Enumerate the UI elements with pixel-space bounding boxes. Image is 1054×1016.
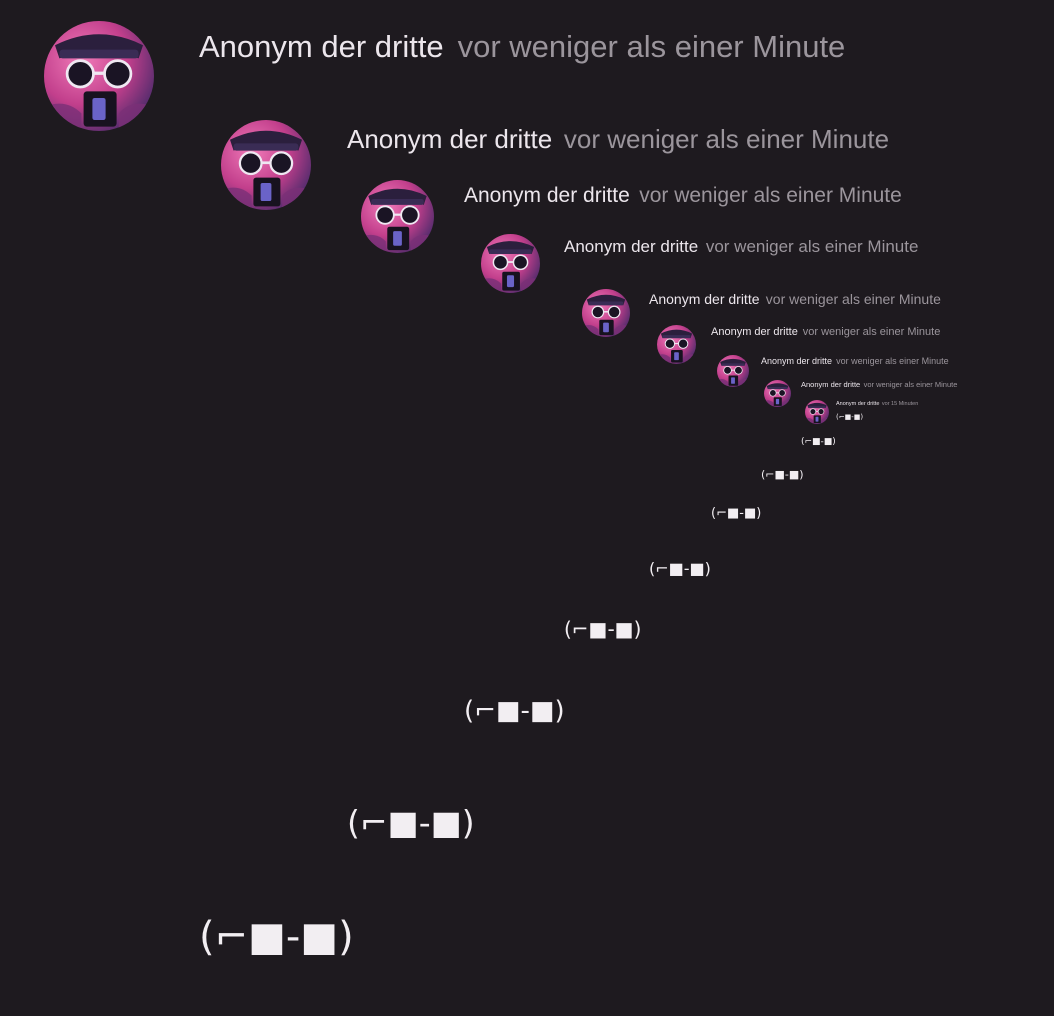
comment-timestamp: vor weniger als einer Minute bbox=[563, 124, 890, 154]
comment-header bbox=[801, 381, 957, 389]
avatar-icon[interactable] bbox=[582, 289, 630, 337]
avatar-icon[interactable] bbox=[657, 325, 696, 364]
avatar-icon[interactable] bbox=[764, 380, 791, 407]
comment-text: (⌐■-■) bbox=[347, 803, 475, 842]
comment-text: (⌐■-■) bbox=[564, 617, 642, 641]
author-name[interactable]: Anonym der dritte bbox=[761, 356, 833, 366]
comment-header bbox=[836, 402, 918, 408]
comment-text: (⌐■-■) bbox=[836, 413, 864, 421]
avatar-icon[interactable] bbox=[361, 180, 434, 253]
comment-timestamp: vor weniger als einer Minute bbox=[765, 291, 941, 307]
comment-header bbox=[761, 357, 949, 366]
avatar-icon[interactable] bbox=[44, 21, 154, 131]
comment-timestamp: vor weniger als einer Minute bbox=[836, 356, 949, 366]
comment-header bbox=[464, 185, 902, 206]
comment-header bbox=[199, 31, 845, 62]
author-name[interactable]: Anonym der dritte bbox=[464, 184, 630, 207]
author-name[interactable]: Anonym der dritte bbox=[801, 380, 861, 389]
avatar-icon[interactable] bbox=[805, 400, 829, 424]
author-name[interactable]: Anonym der dritte bbox=[649, 291, 760, 307]
comment-text: (⌐■-■) bbox=[761, 468, 804, 481]
comment-header bbox=[564, 238, 918, 255]
comment-text: (⌐■-■) bbox=[711, 506, 762, 521]
author-name[interactable]: Anonym der dritte bbox=[711, 326, 798, 338]
comment-text: (⌐■-■) bbox=[649, 559, 711, 578]
comment-header bbox=[649, 292, 941, 306]
comment-timestamp: vor weniger als einer Minute bbox=[705, 237, 919, 256]
comment-timestamp: vor weniger als einer Minute bbox=[639, 184, 902, 207]
comment-timestamp: vor 15 Minuten bbox=[881, 401, 919, 407]
author-name[interactable]: Anonym der dritte bbox=[347, 124, 553, 154]
author-name[interactable]: Anonym der dritte bbox=[564, 237, 699, 256]
comment-header bbox=[711, 327, 940, 338]
avatar-icon[interactable] bbox=[717, 355, 749, 387]
comment-timestamp: vor weniger als einer Minute bbox=[802, 326, 941, 338]
comment-timestamp: vor weniger als einer Minute bbox=[863, 380, 958, 389]
comment-text: (⌐■-■) bbox=[801, 437, 836, 447]
comment-header bbox=[347, 126, 889, 152]
author-name[interactable]: Anonym der dritte bbox=[199, 29, 444, 64]
comment-timestamp: vor weniger als einer Minute bbox=[457, 29, 846, 64]
comment-text: (⌐■-■) bbox=[199, 914, 354, 960]
avatar-icon[interactable] bbox=[481, 234, 540, 293]
comment-text: (⌐■-■) bbox=[464, 696, 565, 726]
author-name[interactable]: Anonym der dritte bbox=[836, 401, 880, 407]
avatar-icon[interactable] bbox=[221, 120, 311, 210]
